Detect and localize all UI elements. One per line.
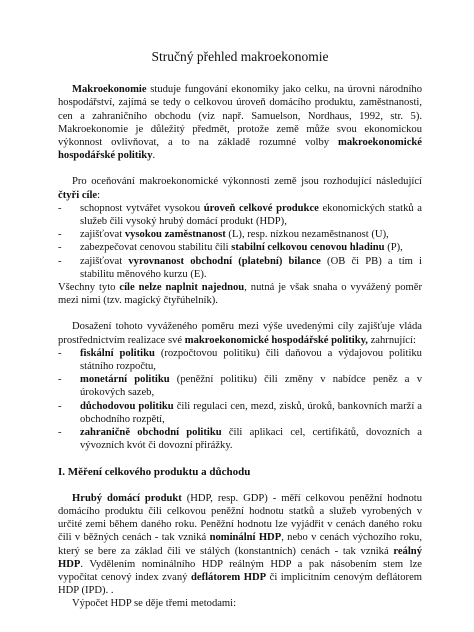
bold-term: vysokou zaměstnanost xyxy=(124,229,226,241)
section-heading: I. Měření celkového produktu a důchodu xyxy=(58,466,251,479)
policy-list xyxy=(58,347,422,453)
gdp-methods-paragraph: Výpočet HDP se děje třemi metodami: xyxy=(72,598,237,610)
list-item: - důchodovou politiku čili regulaci cen, mezd, zisků, úroků, bankovních marží a obchodního rozpětí, xyxy=(58,400,422,426)
bold-term: Hrubý domácí produkt xyxy=(72,492,182,504)
bold-term: deflátorem HDP xyxy=(190,571,267,583)
bold-term: fiskální politiku xyxy=(80,347,155,359)
goals-conclusion-paragraph: Všechny tyto cíle nelze naplnit najednou, nutná je však snaha o vyvážený poměr mezi nimi (tzv. magický čtyřúhelník). xyxy=(58,282,422,307)
bold-term: makroekonomické hospodářské politiky, xyxy=(184,334,368,346)
bold-term: zahraničně obchodní politiku xyxy=(80,427,222,439)
policy-intro-paragraph: Dosažení tohoto vyváženého poměru mezi výše uvedenými cíly zajišťuje vláda prostřednictvím realizace své makroekonomické hospodářské politiky, zahrnující: xyxy=(58,321,422,346)
list-item: - zabezpečovat cenovou stabilitu čili stabilní celkovou cenovou hladinu (P), xyxy=(58,241,422,254)
bold-term: monetární politiku xyxy=(80,374,170,386)
list-item: - zajišťovat vysokou zaměstnanost (L), resp. nízkou nezaměstnanost (U), xyxy=(58,228,422,241)
list-item: - zajišťovat vyrovnanost obchodní (platební) bilance (OB či PB) a tím i stabilitu měnového kurzu (E). xyxy=(58,255,422,281)
bold-term: reálný HDP xyxy=(58,545,422,570)
goals-list xyxy=(58,202,422,281)
gdp-paragraph: Hrubý domácí produkt (HDP, resp. GDP) - měří celkovou peněžní hodnotu domácího produktu čili celkovou peněžní hodnotu statků a služeb vyrobených v určité zemi během daného roku. Peněžní hodnotu lze vyjádřit v cenách daného roku čili v běžných cenách - tak vzniká nominální HDP, nebo v cenách výchozího roku, který se bere za základ čili ve stálých (konstantních) cenách - tak vzniká reálný HDP. Vydělením nominálního HDP reálným HDP a pak násobením stem lze vypočítat cenový index zvaný deflátorem HDP či implicitním cenovým deflátorem HDP (IPD). . xyxy=(58,492,423,597)
bold-term: důchodovou politiku xyxy=(80,400,174,412)
bold-term: vyrovnanost obchodní (platební) bilance xyxy=(128,255,321,267)
goals-intro-paragraph: Pro oceňování makroekonomické výkonnosti země jsou rozhodující následující čtyři cíle: xyxy=(58,176,422,201)
bold-term: nominální HDP xyxy=(209,532,282,544)
list-item: - schopnost vytvářet vysokou úroveň celkové produkce ekonomických statků a služeb čili vysoký hrubý domácí produkt (HDP), xyxy=(58,202,422,228)
bold-term: makroekonomické hospodářské politiky xyxy=(58,137,422,162)
intro-paragraph: Makroekonomie studuje fungování ekonomiky jako celku, na úrovni národního hospodářství, zajímá se tedy o celkovou úroveň domácího produktu, zaměstnanosti, cen a zahraničního obchodu (viz např. Samuelson, Nordhaus, 1992, str. 5). Makroekonomie je důležitý předmět, protože země může svou ekonomickou výkonnost ovlivňovat, a to na základě rozumné volby makroekonomické hospodářské politiky. xyxy=(58,84,422,162)
bold-term: čtyři cíle xyxy=(58,189,98,201)
list-item: - zahraničně obchodní politiku čili aplikaci cel, certifikátů, dovozních a vývozních kvót či dovozní přirážky. xyxy=(58,426,422,452)
bold-term: stabilní celkovou cenovou hladinu xyxy=(231,242,385,254)
list-item: - fiskální politiku (rozpočtovou politiku) čili daňovou a výdajovou politiku státního rozpočtu, xyxy=(58,347,422,373)
document-title: Stručný přehled makroekonomie xyxy=(151,49,329,64)
list-item: - monetární politiku (peněžní politiku) čili změny v nabídce peněz a v úrokových sazeb, xyxy=(58,373,422,399)
bold-term: cíle nelze naplnit najednou xyxy=(119,282,245,294)
bold-term: Makroekonomie xyxy=(72,84,147,96)
bold-term: úroveň celkové produkce xyxy=(203,202,319,214)
